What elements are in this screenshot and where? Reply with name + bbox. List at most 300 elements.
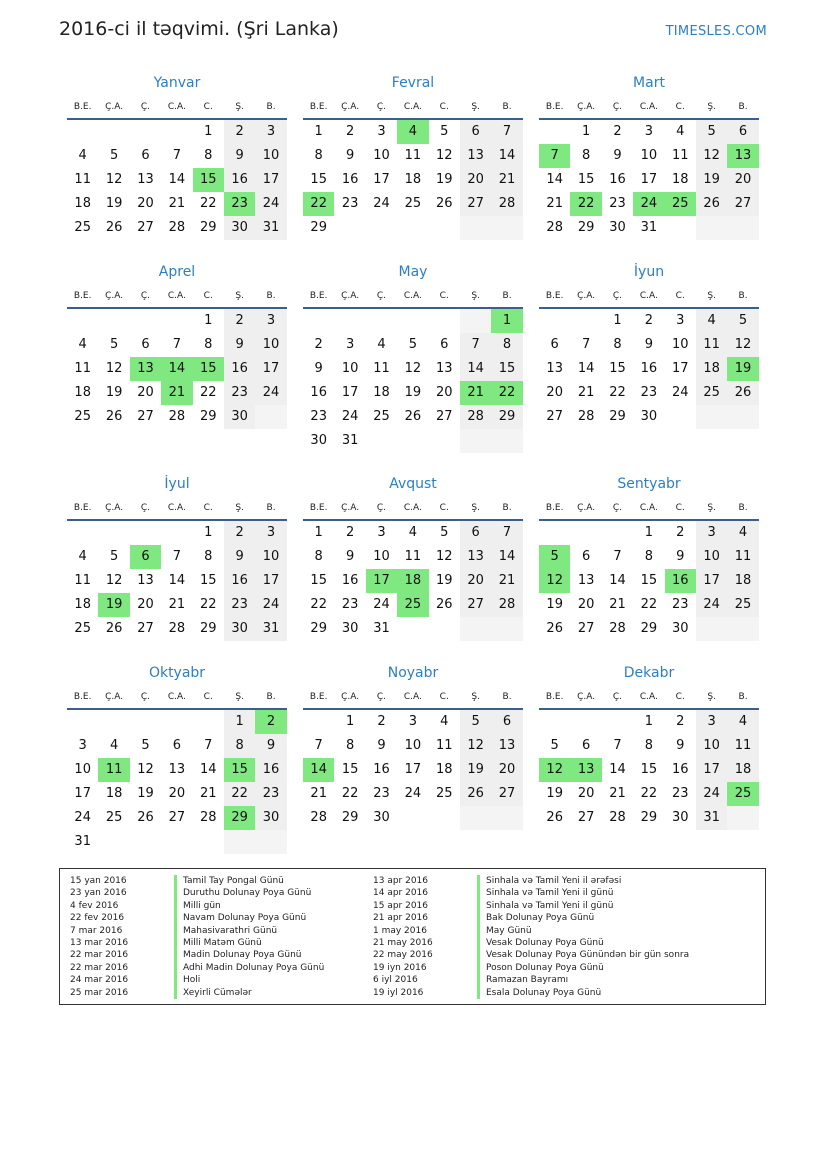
weekday-label: B.E. bbox=[73, 102, 92, 112]
holiday-name: Milli gün bbox=[174, 900, 221, 912]
day-cell: 11 bbox=[435, 738, 453, 753]
day-cell: 11 bbox=[727, 734, 758, 758]
day-cell: 29 bbox=[341, 810, 359, 825]
empty-cell bbox=[429, 429, 460, 453]
holiday-day-cell: 15 bbox=[224, 758, 255, 782]
day-cell: 4 bbox=[377, 337, 386, 352]
empty-cell bbox=[397, 429, 428, 453]
day-cell: 28 bbox=[460, 405, 491, 429]
day-cell: 15 bbox=[640, 573, 658, 588]
day-grid bbox=[67, 309, 287, 429]
day-cell: 23 bbox=[341, 196, 359, 211]
day-cell: 15 bbox=[491, 357, 522, 381]
empty-cell bbox=[727, 405, 758, 429]
empty-cell bbox=[602, 710, 633, 734]
empty-cell bbox=[130, 830, 161, 854]
holiday-name: Holi bbox=[174, 974, 200, 986]
empty-cell bbox=[570, 521, 601, 545]
day-cell: 17 bbox=[671, 361, 689, 376]
day-cell: 20 bbox=[137, 385, 154, 400]
day-cell: 9 bbox=[314, 361, 323, 376]
day-cell: 26 bbox=[105, 220, 123, 235]
weekday-label: B.E. bbox=[73, 291, 92, 301]
month-name: Aprel bbox=[158, 264, 196, 280]
day-cell: 14 bbox=[199, 762, 217, 777]
empty-cell bbox=[161, 120, 192, 144]
day-cell: 13 bbox=[435, 361, 453, 376]
holiday-name: Ramazan Bayramı bbox=[477, 974, 568, 986]
holiday-day-cell: 12 bbox=[539, 569, 570, 593]
day-cell: 5 bbox=[109, 148, 119, 163]
day-cell: 24 bbox=[74, 810, 91, 825]
weekday-label: Ç.A. bbox=[577, 692, 596, 702]
weekday-label: C. bbox=[675, 291, 685, 301]
day-cell: 13 bbox=[546, 361, 563, 376]
weekday-label: C.A. bbox=[167, 503, 186, 513]
weekday-label: B. bbox=[738, 291, 748, 301]
legend-row bbox=[373, 912, 763, 924]
day-cell: 17 bbox=[404, 762, 422, 777]
day-cell: 2 bbox=[613, 124, 622, 139]
day-cell: 10 bbox=[74, 762, 91, 777]
empty-cell bbox=[696, 216, 727, 240]
weekday-label: C.A. bbox=[403, 503, 422, 513]
holiday-day-cell: 25 bbox=[665, 192, 696, 216]
empty-cell bbox=[67, 120, 98, 144]
day-grid bbox=[539, 120, 759, 240]
day-cell: 25 bbox=[404, 196, 422, 211]
day-cell: 19 bbox=[435, 172, 453, 187]
empty-cell bbox=[67, 710, 98, 734]
day-cell: 26 bbox=[435, 196, 453, 211]
empty-cell bbox=[460, 617, 491, 641]
day-cell: 10 bbox=[373, 148, 390, 163]
weekday-label: C. bbox=[439, 102, 449, 112]
day-cell: 12 bbox=[435, 148, 453, 163]
day-cell: 5 bbox=[550, 738, 559, 753]
day-cell: 12 bbox=[435, 549, 453, 564]
day-cell: 25 bbox=[373, 409, 390, 424]
day-cell: 20 bbox=[727, 168, 758, 192]
month-name: May bbox=[398, 264, 428, 280]
empty-cell bbox=[727, 806, 758, 830]
empty-cell bbox=[161, 521, 192, 545]
legend-column-right bbox=[373, 875, 763, 999]
holiday-date: 14 apr 2016 bbox=[373, 888, 429, 899]
day-cell: 23 bbox=[224, 381, 255, 405]
holiday-name: May Günü bbox=[477, 925, 532, 937]
weekday-label: C.A. bbox=[639, 102, 658, 112]
day-cell: 27 bbox=[546, 409, 563, 424]
holiday-day-cell: 2 bbox=[255, 710, 286, 734]
day-cell: 24 bbox=[341, 409, 359, 424]
empty-cell bbox=[491, 617, 522, 641]
weekday-label: C. bbox=[439, 692, 449, 702]
empty-cell bbox=[303, 710, 334, 734]
day-cell: 18 bbox=[74, 196, 91, 211]
day-cell: 28 bbox=[546, 220, 563, 235]
holiday-name: Bak Dolunay Poya Günü bbox=[477, 912, 594, 924]
day-cell: 18 bbox=[435, 762, 453, 777]
day-cell: 30 bbox=[310, 433, 327, 448]
day-cell: 24 bbox=[255, 381, 286, 405]
legend-row bbox=[70, 912, 370, 924]
day-cell: 14 bbox=[168, 573, 186, 588]
day-cell: 21 bbox=[609, 786, 626, 801]
weekday-label: Ç.A. bbox=[341, 692, 360, 702]
holiday-day-cell: 12 bbox=[539, 758, 570, 782]
empty-cell bbox=[397, 806, 428, 830]
weekday-label: Ç.A. bbox=[105, 291, 124, 301]
weekday-label: Ç.A. bbox=[341, 291, 360, 301]
day-cell: 19 bbox=[435, 573, 453, 588]
day-cell: 20 bbox=[460, 168, 491, 192]
day-cell: 14 bbox=[168, 172, 186, 187]
day-cell: 14 bbox=[460, 357, 491, 381]
holiday-date: 21 apr 2016 bbox=[373, 913, 429, 924]
holiday-day-cell: 15 bbox=[193, 357, 224, 381]
weekday-header bbox=[303, 285, 523, 309]
holiday-legend bbox=[59, 868, 766, 1005]
weekday-label: Ş. bbox=[471, 291, 480, 301]
empty-cell bbox=[193, 710, 224, 734]
holiday-day-cell: 25 bbox=[397, 593, 428, 617]
day-cell: 19 bbox=[404, 385, 422, 400]
holiday-day-cell: 18 bbox=[397, 569, 428, 593]
weekday-label: Ç. bbox=[376, 503, 387, 513]
holiday-date: 4 fev 2016 bbox=[70, 900, 119, 911]
day-cell: 19 bbox=[105, 385, 123, 400]
weekday-label: Ç.A. bbox=[577, 102, 596, 112]
legend-row bbox=[70, 962, 370, 974]
month-name: Avqust bbox=[389, 476, 437, 492]
day-cell: 4 bbox=[408, 525, 417, 540]
day-cell: 16 bbox=[609, 172, 626, 187]
month-name: Sentyabr bbox=[617, 476, 681, 492]
legend-row bbox=[373, 949, 763, 961]
holiday-day-cell: 6 bbox=[130, 545, 161, 569]
weekday-label: C. bbox=[203, 503, 213, 513]
day-cell: 15 bbox=[640, 762, 658, 777]
weekday-label: B.E. bbox=[545, 102, 564, 112]
day-cell: 15 bbox=[609, 361, 626, 376]
day-cell: 4 bbox=[440, 714, 449, 729]
empty-cell bbox=[460, 309, 491, 333]
weekday-header bbox=[67, 96, 287, 120]
holiday-day-cell: 14 bbox=[161, 357, 192, 381]
month-11 bbox=[303, 660, 523, 830]
day-cell: 11 bbox=[74, 573, 91, 588]
empty-cell bbox=[539, 710, 570, 734]
day-cell: 25 bbox=[74, 621, 91, 636]
weekday-label: Ş. bbox=[471, 503, 480, 513]
day-cell: 3 bbox=[345, 337, 355, 352]
day-cell: 7 bbox=[613, 738, 622, 753]
page-title: 2016-ci il təqvimi. (Şri Lanka) bbox=[59, 18, 339, 40]
day-cell: 7 bbox=[172, 549, 181, 564]
day-grid bbox=[303, 710, 523, 830]
day-cell: 11 bbox=[74, 361, 91, 376]
day-cell: 15 bbox=[310, 172, 327, 187]
day-cell: 18 bbox=[727, 758, 758, 782]
weekday-label: Ş. bbox=[707, 503, 716, 513]
weekday-label: Ç. bbox=[140, 102, 151, 112]
holiday-date: 22 may 2016 bbox=[373, 950, 433, 961]
legend-row bbox=[70, 974, 370, 986]
day-cell: 20 bbox=[168, 786, 186, 801]
holiday-day-cell: 24 bbox=[633, 192, 664, 216]
day-cell: 28 bbox=[168, 409, 186, 424]
day-cell: 11 bbox=[373, 361, 390, 376]
weekday-label: Ç.A. bbox=[105, 102, 124, 112]
empty-cell bbox=[161, 309, 192, 333]
weekday-label: B. bbox=[738, 503, 748, 513]
legend-row bbox=[373, 987, 763, 999]
weekday-label: Ç. bbox=[376, 102, 387, 112]
day-cell: 7 bbox=[314, 738, 323, 753]
weekday-label: Ç. bbox=[140, 503, 151, 513]
day-cell: 1 bbox=[345, 714, 355, 729]
weekday-label: Ş. bbox=[235, 692, 244, 702]
day-cell: 23 bbox=[341, 597, 359, 612]
empty-cell bbox=[570, 710, 601, 734]
day-cell: 3 bbox=[255, 521, 286, 545]
day-cell: 29 bbox=[310, 220, 327, 235]
day-cell: 28 bbox=[168, 621, 186, 636]
day-grid bbox=[539, 710, 759, 830]
day-cell: 16 bbox=[671, 762, 689, 777]
day-cell: 12 bbox=[105, 361, 123, 376]
month-8 bbox=[303, 471, 523, 641]
day-cell: 24 bbox=[255, 192, 286, 216]
day-cell: 14 bbox=[577, 361, 595, 376]
day-cell: 8 bbox=[644, 549, 653, 564]
weekday-label: C.A. bbox=[167, 291, 186, 301]
empty-cell bbox=[460, 429, 491, 453]
day-cell: 22 bbox=[640, 597, 658, 612]
holiday-date: 15 yan 2016 bbox=[70, 876, 127, 886]
legend-row bbox=[70, 900, 370, 912]
day-cell: 8 bbox=[224, 734, 255, 758]
day-cell: 30 bbox=[341, 621, 359, 636]
weekday-label: Ç. bbox=[612, 291, 623, 301]
empty-cell bbox=[539, 309, 570, 333]
day-cell: 8 bbox=[491, 333, 522, 357]
day-cell: 17 bbox=[373, 172, 390, 187]
day-cell: 2 bbox=[644, 313, 653, 328]
day-cell: 23 bbox=[671, 597, 689, 612]
day-cell: 2 bbox=[224, 521, 255, 545]
holiday-date: 22 mar 2016 bbox=[70, 962, 129, 973]
day-cell: 9 bbox=[224, 144, 255, 168]
day-cell: 29 bbox=[577, 220, 595, 235]
day-cell: 9 bbox=[644, 337, 653, 352]
day-cell: 1 bbox=[204, 313, 213, 328]
day-cell: 16 bbox=[373, 762, 390, 777]
day-cell: 5 bbox=[109, 337, 119, 352]
day-cell: 26 bbox=[696, 192, 727, 216]
day-cell: 7 bbox=[491, 120, 522, 144]
day-cell: 15 bbox=[310, 573, 327, 588]
weekday-label: B. bbox=[266, 102, 276, 112]
holiday-date: 21 may 2016 bbox=[373, 937, 433, 948]
day-cell: 10 bbox=[640, 148, 658, 163]
day-cell: 1 bbox=[224, 710, 255, 734]
day-grid bbox=[303, 309, 523, 453]
day-cell: 29 bbox=[491, 405, 522, 429]
day-cell: 15 bbox=[199, 573, 217, 588]
empty-cell bbox=[255, 830, 286, 854]
weekday-label: Ş. bbox=[471, 102, 480, 112]
month-12 bbox=[539, 660, 759, 830]
day-cell: 10 bbox=[341, 361, 359, 376]
day-cell: 29 bbox=[199, 220, 217, 235]
day-cell: 16 bbox=[255, 758, 286, 782]
day-cell: 28 bbox=[609, 621, 626, 636]
empty-cell bbox=[570, 309, 601, 333]
day-cell: 2 bbox=[676, 714, 685, 729]
month-name: Mart bbox=[633, 75, 665, 91]
day-cell: 21 bbox=[577, 385, 595, 400]
weekday-header bbox=[303, 686, 523, 710]
day-cell: 10 bbox=[255, 144, 286, 168]
day-cell: 25 bbox=[727, 593, 758, 617]
weekday-label: C. bbox=[439, 291, 449, 301]
day-cell: 31 bbox=[373, 621, 390, 636]
empty-cell bbox=[130, 309, 161, 333]
day-cell: 8 bbox=[345, 738, 355, 753]
legend-column-left bbox=[70, 875, 370, 999]
holiday-day-cell: 21 bbox=[460, 381, 491, 405]
day-cell: 9 bbox=[345, 549, 355, 564]
day-grid bbox=[539, 309, 759, 429]
day-cell: 30 bbox=[224, 617, 255, 641]
day-cell: 2 bbox=[224, 309, 255, 333]
holiday-day-cell: 21 bbox=[161, 381, 192, 405]
day-cell: 21 bbox=[199, 786, 217, 801]
weekday-header bbox=[539, 285, 759, 309]
holiday-name: Mahasivarathri Günü bbox=[174, 925, 277, 937]
day-cell: 7 bbox=[581, 337, 591, 352]
day-cell: 18 bbox=[74, 385, 91, 400]
day-cell: 21 bbox=[491, 168, 522, 192]
day-cell: 29 bbox=[609, 409, 626, 424]
weekday-label: B.E. bbox=[309, 102, 328, 112]
day-cell: 17 bbox=[74, 786, 91, 801]
day-cell: 7 bbox=[204, 738, 213, 753]
day-cell: 21 bbox=[546, 196, 563, 211]
weekday-label: B. bbox=[738, 102, 748, 112]
day-cell: 21 bbox=[609, 597, 626, 612]
day-cell: 6 bbox=[172, 738, 181, 753]
holiday-day-cell: 19 bbox=[98, 593, 129, 617]
weekday-label: Ç. bbox=[612, 503, 623, 513]
empty-cell bbox=[98, 521, 129, 545]
day-cell: 16 bbox=[224, 168, 255, 192]
day-cell: 3 bbox=[644, 124, 653, 139]
month-1 bbox=[67, 70, 287, 240]
day-cell: 4 bbox=[78, 549, 87, 564]
day-cell: 1 bbox=[644, 714, 653, 729]
weekday-label: Ş. bbox=[707, 291, 716, 301]
empty-cell bbox=[727, 216, 758, 240]
day-cell: 27 bbox=[727, 192, 758, 216]
empty-cell bbox=[429, 617, 460, 641]
legend-row bbox=[70, 887, 370, 899]
day-cell: 3 bbox=[377, 525, 386, 540]
day-cell: 11 bbox=[74, 172, 91, 187]
weekday-label: C. bbox=[675, 102, 685, 112]
day-cell: 1 bbox=[613, 313, 622, 328]
weekday-label: B.E. bbox=[545, 291, 564, 301]
empty-cell bbox=[161, 710, 192, 734]
empty-cell bbox=[491, 806, 522, 830]
day-cell: 27 bbox=[577, 810, 595, 825]
day-cell: 13 bbox=[137, 573, 154, 588]
day-cell: 30 bbox=[609, 220, 626, 235]
empty-cell bbox=[98, 830, 129, 854]
month-4 bbox=[67, 259, 287, 429]
legend-row bbox=[70, 949, 370, 961]
day-cell: 6 bbox=[460, 120, 491, 144]
holiday-name: Sinhala və Tamil Yeni il günü bbox=[477, 900, 613, 912]
weekday-label: C.A. bbox=[167, 692, 186, 702]
holiday-day-cell: 22 bbox=[570, 192, 601, 216]
month-name: Fevral bbox=[391, 75, 435, 91]
empty-cell bbox=[366, 216, 397, 240]
day-cell: 6 bbox=[581, 738, 591, 753]
day-cell: 5 bbox=[141, 738, 150, 753]
empty-cell bbox=[491, 216, 522, 240]
day-cell: 23 bbox=[640, 385, 658, 400]
legend-row bbox=[373, 962, 763, 974]
holiday-date: 13 mar 2016 bbox=[70, 937, 129, 948]
holiday-date: 7 mar 2016 bbox=[70, 925, 123, 936]
weekday-header bbox=[539, 686, 759, 710]
holiday-name: Vesak Dolunay Poya Günündən bir gün sonra bbox=[477, 949, 689, 961]
weekday-label: B.E. bbox=[309, 291, 328, 301]
holiday-name: Milli Matəm Günü bbox=[174, 937, 262, 949]
day-cell: 2 bbox=[314, 337, 323, 352]
weekday-header bbox=[303, 96, 523, 120]
day-cell: 29 bbox=[199, 621, 217, 636]
weekday-header bbox=[67, 686, 287, 710]
day-cell: 17 bbox=[696, 758, 727, 782]
weekday-label: B.E. bbox=[545, 503, 564, 513]
brand-logo-text[interactable]: TIMESLES.COM bbox=[665, 24, 767, 39]
day-cell: 16 bbox=[341, 172, 359, 187]
empty-cell bbox=[366, 429, 397, 453]
day-cell: 29 bbox=[640, 810, 658, 825]
day-cell: 13 bbox=[460, 144, 491, 168]
holiday-name: Navam Dolunay Poya Günü bbox=[174, 912, 306, 924]
day-cell: 28 bbox=[310, 810, 327, 825]
empty-cell bbox=[665, 216, 696, 240]
day-cell: 26 bbox=[404, 409, 422, 424]
day-cell: 6 bbox=[440, 337, 449, 352]
day-cell: 11 bbox=[404, 148, 422, 163]
day-cell: 8 bbox=[204, 337, 213, 352]
weekday-label: C. bbox=[439, 503, 449, 513]
weekday-label: B.E. bbox=[309, 692, 328, 702]
day-cell: 28 bbox=[168, 220, 186, 235]
day-cell: 13 bbox=[491, 734, 522, 758]
empty-cell bbox=[727, 617, 758, 641]
day-cell: 9 bbox=[345, 148, 355, 163]
day-cell: 20 bbox=[460, 569, 491, 593]
day-cell: 27 bbox=[137, 409, 154, 424]
holiday-date: 13 apr 2016 bbox=[373, 876, 429, 886]
